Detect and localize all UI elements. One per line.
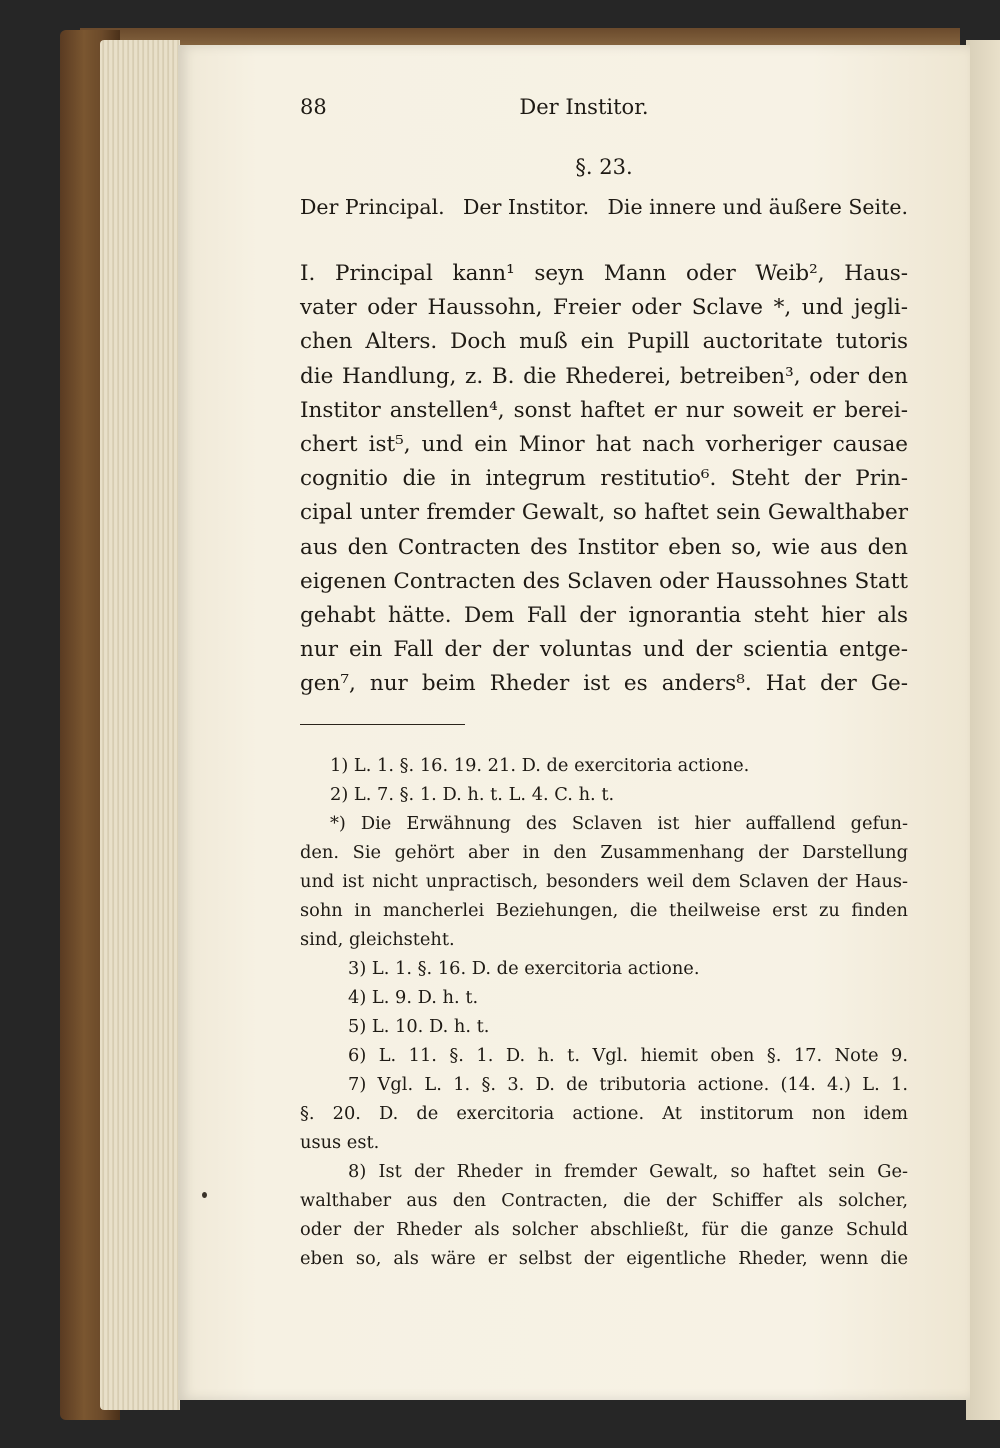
section-number: §. 23. [575,155,633,179]
body-line: vater oder Haussohn, Freier oder Sclave *, und jegli- [300,295,908,321]
footnote-line: 8) Ist der Rheder in fremder Gewalt, so haftet sein Ge- [348,1160,908,1182]
body-line: Institor anstellen⁴, sonst haftet er nur soweit er berei- [300,397,908,423]
section-subtitle [300,195,908,235]
facing-page-edge [966,40,1000,1420]
footnote-line: 6) L. 11. §. 1. D. h. t. Vgl. hiemit oben §. 17. Note 9. [348,1044,908,1066]
page-text [300,95,908,1273]
footnote-line: 5) L. 10. D. h. t. [348,1015,490,1037]
body-line: nur ein Fall der der voluntas und der scientia entge- [300,637,908,663]
footnote-line: 1) L. 1. §. 16. 19. 21. D. de exercitoria actione. [330,754,750,776]
page-stack [100,40,180,1410]
body-line: cognitio die in integrum restitutio⁶. Steht der Prin- [300,466,908,492]
body-line: I. Principal kann¹ seyn Mann oder Weib², Haus- [300,261,908,286]
body-line: gehabt hätte. Dem Fall der ignorantia steht hier als [300,603,908,629]
footnote-line: eben so, als wäre er selbst der eigentliche Rheder, wenn die [300,1247,908,1269]
footnote-line: 4) L. 9. D. h. t. [348,986,479,1008]
footnote-line: 3) L. 1. §. 16. D. de exercitoria actione. [348,957,700,979]
running-title: Der Institor. [519,95,649,119]
footnote-line: und ist nicht unpractisch, besonders weil dem Sclaven der Haus- [300,870,908,892]
footnote-line: usus est. [300,1131,380,1153]
footnote-rule [300,724,465,725]
footnote-line: *) Die Erwähnung des Sclaven ist hier auffallend gefun- [330,812,908,834]
footnote-line: sohn in mancherlei Beziehungen, die theilweise erst zu finden [300,899,908,921]
footnote-line: §. 20. D. de exercitoria actione. At institorum non idem [300,1102,908,1124]
footnote-line: 2) L. 7. §. 1. D. h. t. L. 4. C. h. t. [330,783,615,805]
subtitle-part: Der Principal. [300,195,445,219]
footnote-line: den. Sie gehört aber in den Zusammenhang der Darstellung [300,841,908,863]
footnotes [300,751,908,1273]
body-line: eigenen Contracten des Sclaven oder Haussohnes Statt [300,568,908,594]
body-text [300,257,908,702]
page-header [300,95,908,135]
subtitle-part: Die innere und äußere Seite. [607,195,908,219]
page-number: 88 [300,95,327,119]
body-line: chert ist⁵, und ein Minor hat nach vorheriger causae [300,432,908,458]
body-line: chen Alters. Doch muß ein Pupill auctoritate tutoris [300,329,908,355]
body-line: gen⁷, nur beim Rheder ist es anders⁸. Hat der Ge- [300,671,908,697]
body-line: die Handlung, z. B. die Rhederei, betreiben³, oder den [300,363,908,389]
subtitle-part: Der Institor. [463,195,590,219]
body-line: cipal unter fremder Gewalt, so haftet sein Gewalthaber [300,500,908,526]
body-line: aus den Contracten des Institor eben so, wie aus den [300,534,908,560]
footnote-line: oder der Rheder als solcher abschließt, für die ganze Schuld [300,1218,908,1240]
footnote-line: 7) Vgl. L. 1. §. 3. D. de tributoria actione. (14. 4.) L. 1. [348,1073,908,1095]
ink-speck [202,1192,207,1198]
footnote-line: walthaber aus den Contracten, die der Schiffer als solcher, [300,1189,908,1211]
footnote-line: sind, gleichsteht. [300,928,455,950]
